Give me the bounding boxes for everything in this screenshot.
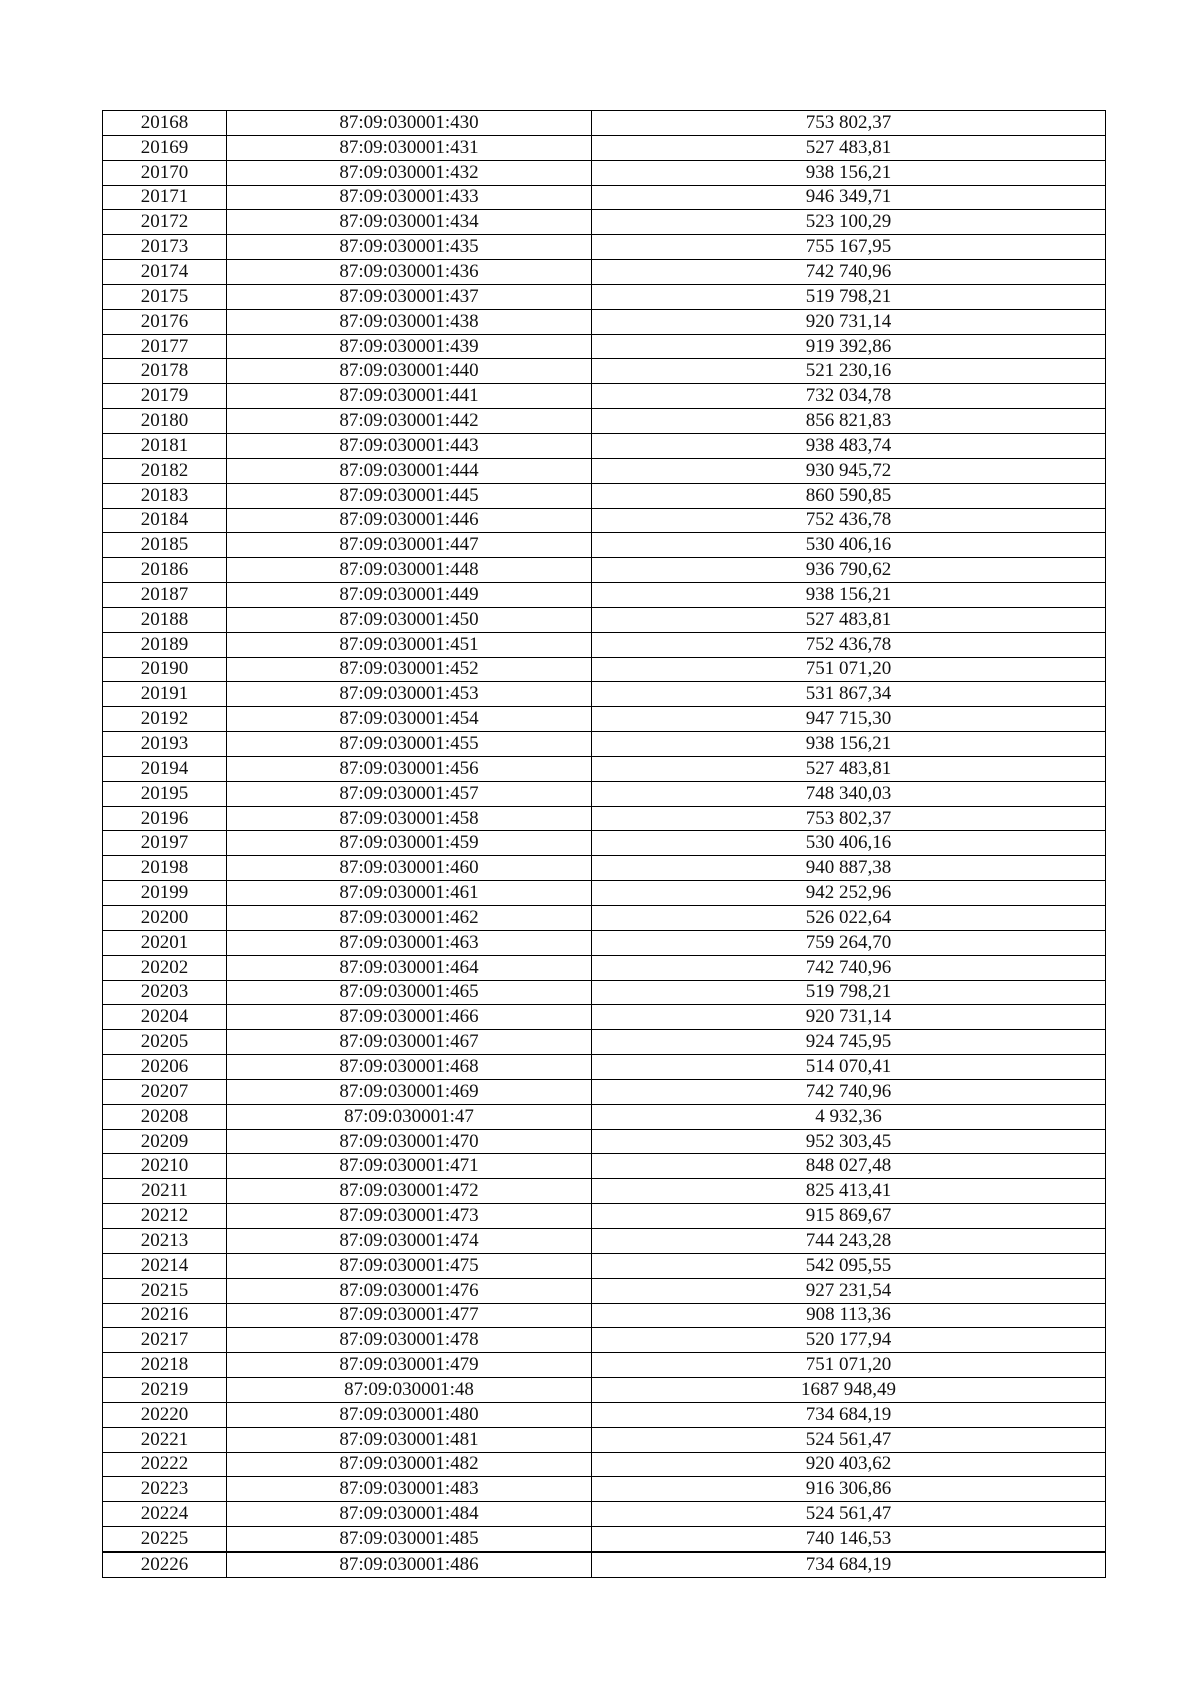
- row-number-cell: 20192: [103, 707, 227, 732]
- row-number-cell: 20204: [103, 1005, 227, 1030]
- cadastral-number-cell: 87:09:030001:458: [227, 806, 592, 831]
- cadastral-number-cell: 87:09:030001:453: [227, 682, 592, 707]
- cadastral-number-cell: 87:09:030001:442: [227, 409, 592, 434]
- cadastral-value-cell: 732 034,78: [592, 384, 1106, 409]
- row-number-cell: 20190: [103, 657, 227, 682]
- cadastral-value-cell: 952 303,45: [592, 1129, 1106, 1154]
- row-number-cell: 20208: [103, 1104, 227, 1129]
- cadastral-number-cell: 87:09:030001:485: [227, 1527, 592, 1552]
- table-row: [103, 235, 1106, 260]
- cadastral-value-cell: 742 740,96: [592, 260, 1106, 285]
- cadastral-number-cell: 87:09:030001:476: [227, 1278, 592, 1303]
- cadastral-value-cell: 530 406,16: [592, 533, 1106, 558]
- cadastral-value-cell: 748 340,03: [592, 781, 1106, 806]
- table-row: [103, 1303, 1106, 1328]
- cadastral-number-cell: 87:09:030001:474: [227, 1228, 592, 1253]
- cadastral-value-cell: 519 798,21: [592, 980, 1106, 1005]
- cadastral-number-cell: 87:09:030001:449: [227, 583, 592, 608]
- table-row: [103, 1204, 1106, 1229]
- cadastral-value-cell: 908 113,36: [592, 1303, 1106, 1328]
- table-row: [103, 1104, 1106, 1129]
- cadastral-number-cell: 87:09:030001:468: [227, 1055, 592, 1080]
- cadastral-value-cell: 938 156,21: [592, 732, 1106, 757]
- table-row: [103, 334, 1106, 359]
- cadastral-value-cell: 527 483,81: [592, 756, 1106, 781]
- cadastral-value-cell: 755 167,95: [592, 235, 1106, 260]
- cadastral-value-cell: 856 821,83: [592, 409, 1106, 434]
- cadastral-number-cell: 87:09:030001:480: [227, 1402, 592, 1427]
- row-number-cell: 20201: [103, 930, 227, 955]
- row-number-cell: 20198: [103, 856, 227, 881]
- table-row: [103, 607, 1106, 632]
- table-row: [103, 1502, 1106, 1527]
- cadastral-value-cell: 524 561,47: [592, 1502, 1106, 1527]
- table-row: [103, 359, 1106, 384]
- row-number-cell: 20212: [103, 1204, 227, 1229]
- cadastral-value-cell: 752 436,78: [592, 508, 1106, 533]
- cadastral-value-cell: 919 392,86: [592, 334, 1106, 359]
- cadastral-value-cell: 742 740,96: [592, 955, 1106, 980]
- cadastral-value-cell: 946 349,71: [592, 185, 1106, 210]
- cadastral-value-cell: 920 403,62: [592, 1452, 1106, 1477]
- row-number-cell: 20180: [103, 409, 227, 434]
- cadastral-number-cell: 87:09:030001:433: [227, 185, 592, 210]
- cadastral-number-cell: 87:09:030001:440: [227, 359, 592, 384]
- cadastral-value-cell: 519 798,21: [592, 284, 1106, 309]
- row-number-cell: 20168: [103, 111, 227, 136]
- row-number-cell: 20203: [103, 980, 227, 1005]
- cadastral-number-cell: 87:09:030001:443: [227, 433, 592, 458]
- row-number-cell: 20173: [103, 235, 227, 260]
- cadastral-value-cell: 751 071,20: [592, 1353, 1106, 1378]
- table-row: [103, 210, 1106, 235]
- table-row: [103, 1427, 1106, 1452]
- cadastral-value-cell: 521 230,16: [592, 359, 1106, 384]
- cadastral-value-cell: 523 100,29: [592, 210, 1106, 235]
- table-row: [103, 632, 1106, 657]
- table-row: [103, 906, 1106, 931]
- table-row: [103, 135, 1106, 160]
- row-number-cell: 20178: [103, 359, 227, 384]
- row-number-cell: 20202: [103, 955, 227, 980]
- cadastral-number-cell: 87:09:030001:452: [227, 657, 592, 682]
- table-row: [103, 558, 1106, 583]
- table-row: [103, 185, 1106, 210]
- cadastral-value-cell: 915 869,67: [592, 1204, 1106, 1229]
- cadastral-value-table: [102, 110, 1106, 1578]
- row-number-cell: 20200: [103, 906, 227, 931]
- row-number-cell: 20221: [103, 1427, 227, 1452]
- cadastral-number-cell: 87:09:030001:482: [227, 1452, 592, 1477]
- table-row: [103, 1477, 1106, 1502]
- table-row: [103, 1328, 1106, 1353]
- row-number-cell: 20191: [103, 682, 227, 707]
- table-row: [103, 160, 1106, 185]
- cadastral-number-cell: 87:09:030001:430: [227, 111, 592, 136]
- table-row: [103, 955, 1106, 980]
- cadastral-value-cell: 524 561,47: [592, 1427, 1106, 1452]
- row-number-cell: 20216: [103, 1303, 227, 1328]
- table-row: [103, 1527, 1106, 1552]
- cadastral-value-cell: 742 740,96: [592, 1079, 1106, 1104]
- cadastral-number-cell: 87:09:030001:445: [227, 483, 592, 508]
- row-number-cell: 20223: [103, 1477, 227, 1502]
- cadastral-number-cell: 87:09:030001:475: [227, 1253, 592, 1278]
- row-number-cell: 20187: [103, 583, 227, 608]
- cadastral-value-cell: 531 867,34: [592, 682, 1106, 707]
- row-number-cell: 20211: [103, 1179, 227, 1204]
- row-number-cell: 20179: [103, 384, 227, 409]
- cadastral-number-cell: 87:09:030001:435: [227, 235, 592, 260]
- cadastral-value-cell: 920 731,14: [592, 309, 1106, 334]
- table-row: [103, 1079, 1106, 1104]
- table-row: [103, 732, 1106, 757]
- cadastral-number-cell: 87:09:030001:464: [227, 955, 592, 980]
- cadastral-number-cell: 87:09:030001:431: [227, 135, 592, 160]
- cadastral-number-cell: 87:09:030001:466: [227, 1005, 592, 1030]
- cadastral-number-cell: 87:09:030001:446: [227, 508, 592, 533]
- cadastral-number-cell: 87:09:030001:455: [227, 732, 592, 757]
- cadastral-number-cell: 87:09:030001:448: [227, 558, 592, 583]
- cadastral-value-cell: 530 406,16: [592, 831, 1106, 856]
- cadastral-value-cell: 751 071,20: [592, 657, 1106, 682]
- row-number-cell: 20170: [103, 160, 227, 185]
- cadastral-number-cell: 87:09:030001:472: [227, 1179, 592, 1204]
- cadastral-value-cell: 920 731,14: [592, 1005, 1106, 1030]
- table-row: [103, 831, 1106, 856]
- cadastral-value-cell: 744 243,28: [592, 1228, 1106, 1253]
- cadastral-value-cell: 752 436,78: [592, 632, 1106, 657]
- row-number-cell: 20181: [103, 433, 227, 458]
- cadastral-value-cell: 520 177,94: [592, 1328, 1106, 1353]
- cadastral-number-cell: 87:09:030001:484: [227, 1502, 592, 1527]
- cadastral-number-cell: 87:09:030001:467: [227, 1030, 592, 1055]
- cadastral-number-cell: 87:09:030001:447: [227, 533, 592, 558]
- cadastral-number-cell: 87:09:030001:47: [227, 1104, 592, 1129]
- cadastral-value-cell: 848 027,48: [592, 1154, 1106, 1179]
- row-number-cell: 20175: [103, 284, 227, 309]
- table-row: [103, 1129, 1106, 1154]
- cadastral-value-cell: 759 264,70: [592, 930, 1106, 955]
- table-row: [103, 1452, 1106, 1477]
- row-number-cell: 20224: [103, 1502, 227, 1527]
- row-number-cell: 20176: [103, 309, 227, 334]
- cadastral-number-cell: 87:09:030001:457: [227, 781, 592, 806]
- table-row: [103, 856, 1106, 881]
- row-number-cell: 20220: [103, 1402, 227, 1427]
- row-number-cell: 20218: [103, 1353, 227, 1378]
- cadastral-number-cell: 87:09:030001:477: [227, 1303, 592, 1328]
- cadastral-number-cell: 87:09:030001:456: [227, 756, 592, 781]
- table-row: [103, 657, 1106, 682]
- row-number-cell: 20195: [103, 781, 227, 806]
- cadastral-value-cell: 542 095,55: [592, 1253, 1106, 1278]
- cadastral-number-cell: 87:09:030001:451: [227, 632, 592, 657]
- cadastral-number-cell: 87:09:030001:436: [227, 260, 592, 285]
- cadastral-number-cell: 87:09:030001:434: [227, 210, 592, 235]
- row-number-cell: 20194: [103, 756, 227, 781]
- cadastral-number-cell: 87:09:030001:481: [227, 1427, 592, 1452]
- cadastral-value-cell: 514 070,41: [592, 1055, 1106, 1080]
- cadastral-number-cell: 87:09:030001:473: [227, 1204, 592, 1229]
- table-row: [103, 458, 1106, 483]
- cadastral-value-cell: 938 483,74: [592, 433, 1106, 458]
- table-row: [103, 1179, 1106, 1204]
- cadastral-number-cell: 87:09:030001:462: [227, 906, 592, 931]
- row-number-cell: 20199: [103, 881, 227, 906]
- table-row: [103, 756, 1106, 781]
- row-number-cell: 20225: [103, 1527, 227, 1552]
- cadastral-value-cell: 927 231,54: [592, 1278, 1106, 1303]
- row-number-cell: 20193: [103, 732, 227, 757]
- table-row: [103, 1154, 1106, 1179]
- cadastral-number-cell: 87:09:030001:450: [227, 607, 592, 632]
- table-row: [103, 1378, 1106, 1403]
- row-number-cell: 20213: [103, 1228, 227, 1253]
- cadastral-number-cell: 87:09:030001:469: [227, 1079, 592, 1104]
- row-number-cell: 20226: [103, 1552, 227, 1577]
- cadastral-value-cell: 924 745,95: [592, 1030, 1106, 1055]
- table-row: [103, 1552, 1106, 1577]
- cadastral-number-cell: 87:09:030001:483: [227, 1477, 592, 1502]
- cadastral-value-cell: 753 802,37: [592, 111, 1106, 136]
- cadastral-value-cell: 947 715,30: [592, 707, 1106, 732]
- table-row: [103, 980, 1106, 1005]
- cadastral-number-cell: 87:09:030001:459: [227, 831, 592, 856]
- table-row: [103, 1228, 1106, 1253]
- table-row: [103, 384, 1106, 409]
- row-number-cell: 20210: [103, 1154, 227, 1179]
- cadastral-number-cell: 87:09:030001:432: [227, 160, 592, 185]
- row-number-cell: 20186: [103, 558, 227, 583]
- cadastral-value-cell: 734 684,19: [592, 1552, 1106, 1577]
- cadastral-value-cell: 938 156,21: [592, 583, 1106, 608]
- row-number-cell: 20214: [103, 1253, 227, 1278]
- row-number-cell: 20209: [103, 1129, 227, 1154]
- table-row: [103, 284, 1106, 309]
- cadastral-number-cell: 87:09:030001:48: [227, 1378, 592, 1403]
- row-number-cell: 20172: [103, 210, 227, 235]
- table-row: [103, 508, 1106, 533]
- row-number-cell: 20196: [103, 806, 227, 831]
- cadastral-value-cell: 526 022,64: [592, 906, 1106, 931]
- row-number-cell: 20182: [103, 458, 227, 483]
- cadastral-number-cell: 87:09:030001:478: [227, 1328, 592, 1353]
- cadastral-value-cell: 740 146,53: [592, 1527, 1106, 1552]
- table-row: [103, 1402, 1106, 1427]
- row-number-cell: 20188: [103, 607, 227, 632]
- cadastral-number-cell: 87:09:030001:444: [227, 458, 592, 483]
- table-row: [103, 1055, 1106, 1080]
- row-number-cell: 20217: [103, 1328, 227, 1353]
- cadastral-value-cell: 916 306,86: [592, 1477, 1106, 1502]
- row-number-cell: 20197: [103, 831, 227, 856]
- cadastral-value-cell: 753 802,37: [592, 806, 1106, 831]
- table-row: [103, 111, 1106, 136]
- row-number-cell: 20184: [103, 508, 227, 533]
- row-number-cell: 20174: [103, 260, 227, 285]
- row-number-cell: 20177: [103, 334, 227, 359]
- cadastral-number-cell: 87:09:030001:461: [227, 881, 592, 906]
- table-row: [103, 1253, 1106, 1278]
- table-row: [103, 707, 1106, 732]
- table-row: [103, 533, 1106, 558]
- table-row: [103, 881, 1106, 906]
- table-row: [103, 806, 1106, 831]
- cadastral-value-cell: 734 684,19: [592, 1402, 1106, 1427]
- cadastral-number-cell: 87:09:030001:486: [227, 1552, 592, 1577]
- cadastral-number-cell: 87:09:030001:471: [227, 1154, 592, 1179]
- cadastral-value-cell: 860 590,85: [592, 483, 1106, 508]
- cadastral-number-cell: 87:09:030001:439: [227, 334, 592, 359]
- row-number-cell: 20207: [103, 1079, 227, 1104]
- table-row: [103, 781, 1106, 806]
- cadastral-value-cell: 527 483,81: [592, 607, 1106, 632]
- cadastral-number-cell: 87:09:030001:441: [227, 384, 592, 409]
- cadastral-value-cell: 942 252,96: [592, 881, 1106, 906]
- table-row: [103, 1030, 1106, 1055]
- cadastral-number-cell: 87:09:030001:463: [227, 930, 592, 955]
- cadastral-number-cell: 87:09:030001:460: [227, 856, 592, 881]
- cadastral-number-cell: 87:09:030001:437: [227, 284, 592, 309]
- row-number-cell: 20219: [103, 1378, 227, 1403]
- cadastral-value-cell: 940 887,38: [592, 856, 1106, 881]
- table-row: [103, 1278, 1106, 1303]
- row-number-cell: 20206: [103, 1055, 227, 1080]
- table-row: [103, 682, 1106, 707]
- cadastral-value-cell: 938 156,21: [592, 160, 1106, 185]
- cadastral-number-cell: 87:09:030001:479: [227, 1353, 592, 1378]
- table-row: [103, 483, 1106, 508]
- row-number-cell: 20215: [103, 1278, 227, 1303]
- table-row: [103, 260, 1106, 285]
- row-number-cell: 20222: [103, 1452, 227, 1477]
- cadastral-number-cell: 87:09:030001:454: [227, 707, 592, 732]
- table-row: [103, 409, 1106, 434]
- cadastral-value-cell: 527 483,81: [592, 135, 1106, 160]
- cadastral-number-cell: 87:09:030001:465: [227, 980, 592, 1005]
- table-body: [103, 111, 1106, 1578]
- cadastral-number-cell: 87:09:030001:470: [227, 1129, 592, 1154]
- row-number-cell: 20183: [103, 483, 227, 508]
- row-number-cell: 20169: [103, 135, 227, 160]
- table-row: [103, 1353, 1106, 1378]
- cadastral-value-cell: 936 790,62: [592, 558, 1106, 583]
- cadastral-value-cell: 4 932,36: [592, 1104, 1106, 1129]
- table-row: [103, 433, 1106, 458]
- table-row: [103, 309, 1106, 334]
- row-number-cell: 20189: [103, 632, 227, 657]
- row-number-cell: 20171: [103, 185, 227, 210]
- table-row: [103, 1005, 1106, 1030]
- table-row: [103, 583, 1106, 608]
- row-number-cell: 20185: [103, 533, 227, 558]
- cadastral-value-cell: 930 945,72: [592, 458, 1106, 483]
- cadastral-value-cell: 1687 948,49: [592, 1378, 1106, 1403]
- table-row: [103, 930, 1106, 955]
- cadastral-number-cell: 87:09:030001:438: [227, 309, 592, 334]
- row-number-cell: 20205: [103, 1030, 227, 1055]
- cadastral-value-cell: 825 413,41: [592, 1179, 1106, 1204]
